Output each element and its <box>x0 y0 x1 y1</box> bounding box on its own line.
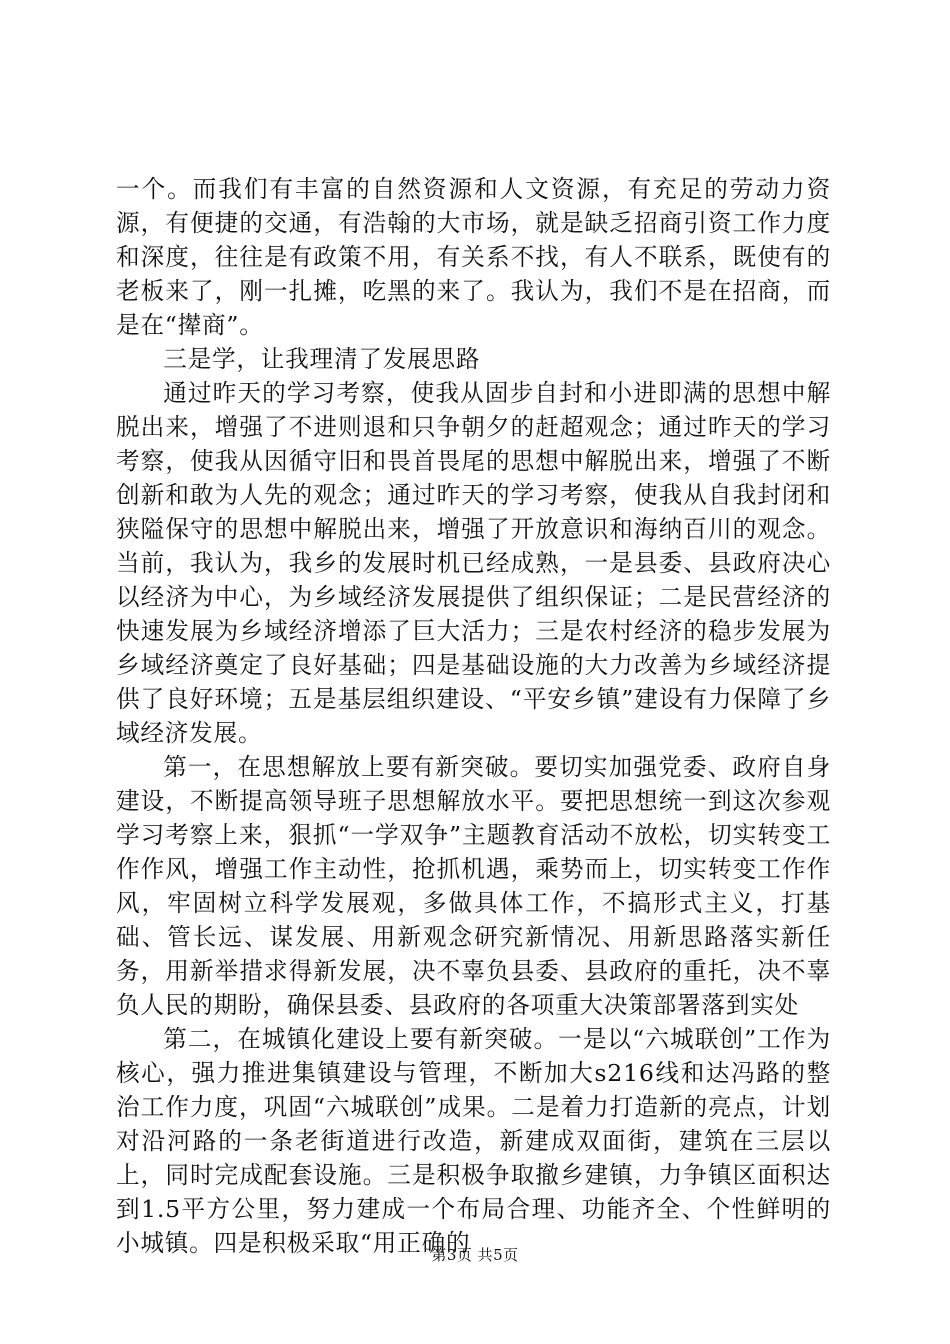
paragraph-second-breakthrough: 第二，在城镇化建设上要有新突破。一是以“六城联创”工作为核心，强力推进集镇建设与管理，不断加大s216线和达冯路的整治工作力度，巩固“六城联创”成果。二是着力打造新的亮点，计划对沿河路的一条老街道进行改造，新建成双面街，建筑在三层以上，同时完成配套设施。三是积极争取撤乡建镇，力争镇区面积达到1.5平方公里，努力建成一个布局合理、功能齐全、个性鲜明的小城镇。四是积极采取“用正确的 <box>116 1025 831 1257</box>
document-body <box>116 172 831 1260</box>
page-number-footer: 第3页 共5页 <box>431 1246 519 1264</box>
paragraph-continuation: 一个。而我们有丰富的自然资源和人文资源，有充足的劳动力资源，有便捷的交通，有浩翰的大市场，就是缺乏招商引资工作力度和深度，往往是有政策不用，有关系不找，有人不联系，既使有的老板来了，刚一扎摊，吃黑的来了。我认为，我们不是在招商，而是在“撵商”。 <box>116 175 831 339</box>
paragraph-first-breakthrough: 第一，在思想解放上要有新突破。要切实加强党委、政府自身建设，不断提高领导班子思想解放水平。要把思想统一到这次参观学习考察上来，狠抓“一学双争”主题教育活动不放松，切实转变工作作风，增强工作主动性，抢抓机遇，乘势而上，切实转变工作作风，牢固树立科学发展观，多做具体工作，不搞形式主义，打基础、管长远、谋发展、用新观念研究新情况、用新思路落实新任务，用新举措求得新发展，决不辜负县委、县政府的重托，决不辜负人民的期盼，确保县委、县政府的各项重大决策部署落到实处 <box>116 753 831 1019</box>
section-heading: 三是学，让我理清了发展思路 <box>163 345 481 373</box>
paragraph-learning-results: 通过昨天的学习考察，使我从固步自封和小进即满的思想中解脱出来，增强了不进则退和只争朝夕的赶超观念；通过昨天的学习考察，使我从因循守旧和畏首畏尾的思想中解脱出来，增强了不断创新和敢为人先的观念；通过昨天的学习考察，使我从自我封闭和狭隘保守的思想中解脱出来，增强了开放意识和海纳百川的观念。当前，我认为，我乡的发展时机已经成熟，一是县委、县政府决心以经济为中心，为乡域经济发展提供了组织保证；二是民营经济的快速发展为乡域经济增添了巨大活力；三是农村经济的稳步发展为乡域经济奠定了良好基础；四是基础设施的大力改善为乡域经济提供了良好环境；五是基层组织建设、“平安乡镇”建设有力保障了乡域经济发展。 <box>116 379 831 747</box>
